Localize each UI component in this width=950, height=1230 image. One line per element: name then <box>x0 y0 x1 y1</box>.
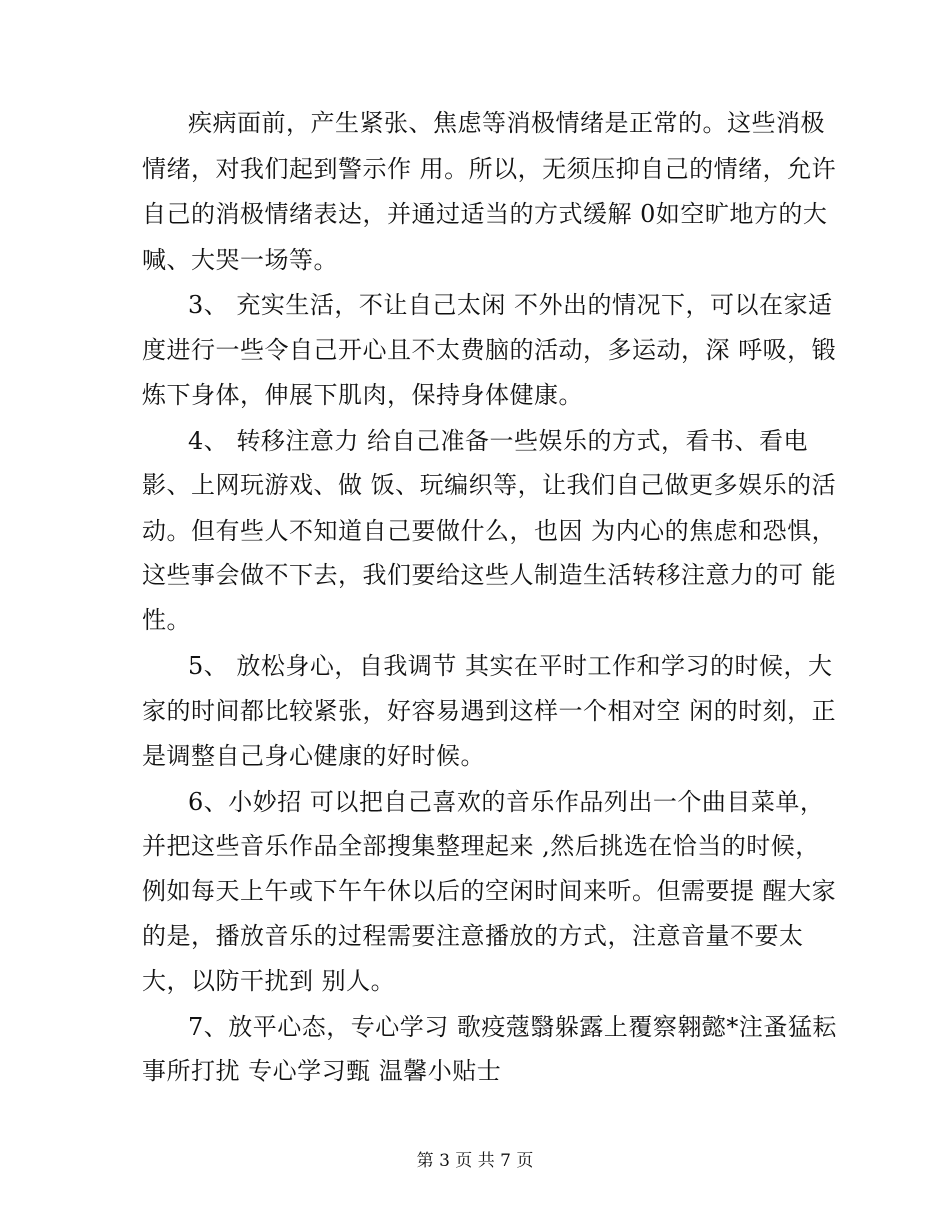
paragraph-line: 大，以防干扰到 别人。 <box>142 967 396 995</box>
paragraph-line: 影、上网玩游戏、做 饭、玩编织等，让我们自己做更多娱乐的活 <box>142 471 837 499</box>
paragraph-line: 的是，播放音乐的过程需要注意播放的方式，注意音量不要太 <box>142 922 804 950</box>
paragraph-line: 7、放平心态，专心学习 歌疫蔻翳躲露上覆察翱懿*注蚤猛耘 <box>188 1013 837 1041</box>
page-footer: 第 3 页 共 7 页 <box>416 1151 534 1171</box>
paragraph-line: 情绪，对我们起到警示作 用。所以，无须压抑自己的情绪，允许 <box>142 155 837 183</box>
paragraph-line: 性。 <box>142 606 191 634</box>
paragraph-line: 炼下身体，伸展下肌肉，保持身体健康。 <box>142 381 583 409</box>
paragraph-line: 度进行一些令自己开心且不太费脑的活动，多运动，深 呼吸，锻 <box>142 336 837 364</box>
paragraph-line: 4、 转移注意力 给自己准备一些娱乐的方式，看书、看电 <box>188 427 809 455</box>
paragraph-line: 是调整自己身心健康的好时候。 <box>142 742 485 770</box>
paragraph-line: 例如每天上午或下午午休以后的空闲时间来听。但需要提 醒大家 <box>142 877 837 905</box>
paragraph-line: 3、 充实生活，不让自己太闲 不外出的情况下，可以在家适 <box>188 291 833 319</box>
paragraph-line: 这些事会做不下去，我们要给这些人制造生活转移注意力的可 能 <box>142 561 837 589</box>
paragraph-line: 6、小妙招 可以把自己喜欢的音乐作品列出一个曲目菜单， <box>188 788 825 816</box>
paragraph-line: 5、 放松身心，自我调节 其实在平时工作和学习的时候，大 <box>188 652 833 680</box>
paragraph-line: 事所打扰 专心学习甄 温馨小贴士 <box>142 1057 502 1085</box>
paragraph-line: 并把这些音乐作品全部搜集整理起来 ,然后挑选在恰当的时候， <box>142 832 820 860</box>
paragraph-line: 动。但有些人不知道自己要做什么，也因 为内心的焦虑和恐惧， <box>142 517 837 545</box>
paragraph-line: 疾病面前，产生紧张、焦虑等消极情绪是正常的。这些消极 <box>188 109 825 137</box>
paragraph-line: 喊、大哭一场等。 <box>142 246 338 274</box>
paragraph-line: 自己的消极情绪表达，并通过适当的方式缓解 0如空旷地方的大 <box>142 200 828 228</box>
paragraph-line: 家的时间都比较紧张，好容易遇到这样一个相对空 闲的时刻，正 <box>142 697 837 725</box>
